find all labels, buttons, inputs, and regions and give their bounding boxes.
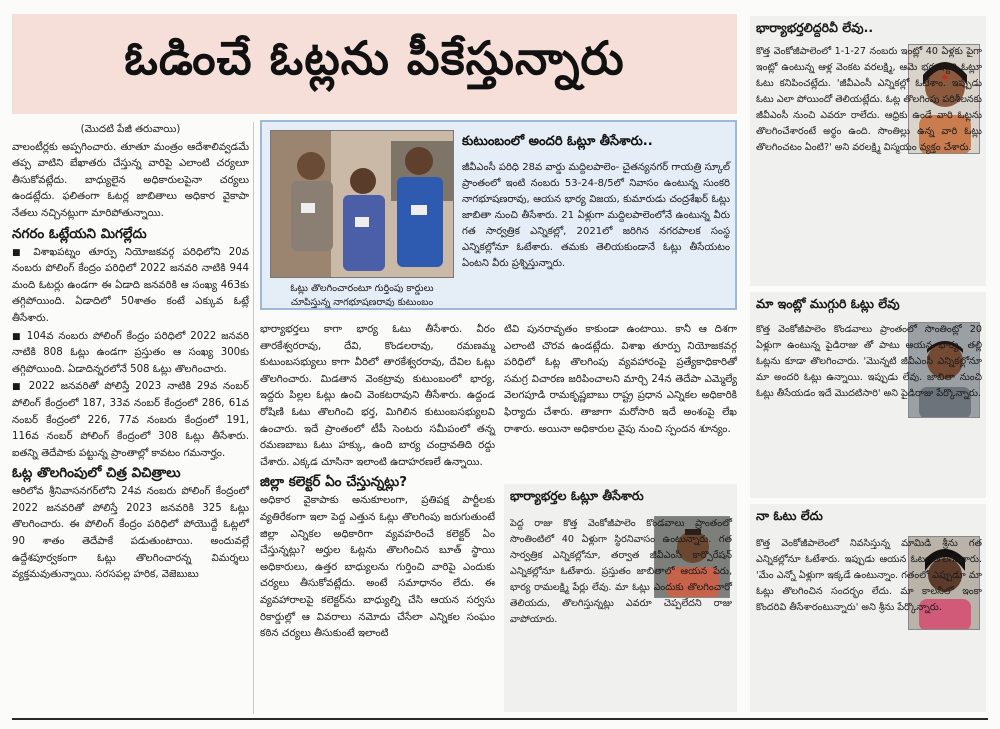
couple-votes-box — [504, 484, 737, 712]
right3-text: కొత్త వెంకోజీపాలెంలో నివసిస్తున్న మామిడి శ్రీను గత ఎన్నికల్లోనూ ఓటేశారు. ఇప్పుడు ఆయన ఓటు తొలగించారు. 'మేం ఎన్నో ఏళ్లుగా ఇక్కడే ఉంటున్నాం. గతంలో ఎప్పుడూ మా ఓట్లు తొలగించిన సందర్భం లేదు. మా కాలనీలో ఇంకా కొందరివి తీసేశారంటున్నారు' అని శ్రీను పేర్కొన్నారు. — [756, 538, 982, 613]
right1-title: భార్యాభర్తలిద్దరివీ లేవు.. — [756, 20, 874, 35]
col1-para-1: వాలంటీర్లకు అప్పగించారు. తూతూ మంత్రం ఆదేశాలివ్వడమే తప్ప వాటిని బేఖాతరు చేస్తున్న వారిపై ఎలాంటి చర్యలూ తీసుకోవట్లేదు. బాధ్యులైన అధికారులపైనా చర్యలు ఉండట్లేదు. ఫలితంగా ఓటర్ల జాబితాలు అధికార వైకాపా నేతలు నచ్చినట్లుగా మారిపోతున్నాయి. — [12, 141, 249, 219]
column-3 — [260, 322, 495, 644]
column-divider — [253, 122, 254, 714]
right2-text: కొత్త వెంకోజీపాలెం కొండవాలు ప్రాంతంలో సొంతింట్లో 20 ఏళ్లుగా ఉంటున్న పైడిరాజు తో పాటు ఆయన భార్య, తల్లి ఓట్లను కూడా తొలగించారు. 'మొన్నటి జీవీఎంసీ ఎన్నికల్లోనూ మా అందరి ఓట్లు ఉన్నాయి. ఇప్పుడు లేవు. జాబితా నుంచి ఓట్లు తీసేయడం ఇదే మొదటిసారి' అని పైడిరాజు పేర్కొన్నారు. — [756, 324, 982, 399]
photo-caption: ఓట్లు తొలగించారంటూ గుర్తింపు కార్డులు చూపిస్తున్న నాగభూషణరావు కుటుంబం — [290, 283, 434, 308]
col1-subhead-1: నగరం ఓట్లేయని మిగల్లేదు — [12, 225, 147, 242]
col1-subhead-2: ఓట్ల తొలగింపులో చిత్ర విచిత్రాలు — [12, 465, 181, 482]
family-votes-inset — [260, 120, 737, 310]
inset-body: జీవీఎంసీ పరిధి 28వ వార్డు మద్దిలపాలెం- చైతన్యనగర్ గాయత్రి స్కూల్ ప్రాంతంలో ఇంటి నంబరు 53-24-8/5లో నివాసం ఉంటున్న సుంకరి నాగభూషణరావు, ఆయన భార్య విజయ, కుమారుడు చంద్రశేఖర్ ఓట్లు జాబితా నుంచి తీసేశారు. 21 ఏళ్లుగా మద్దిలపాలెంలోనే ఉంటున్న వీరు గత సార్వత్రిక ఎన్నికల్లో, 2021లో జరిగిన నగరపాలక సంస్థ ఎన్నికల్లోనూ ఓటేశారు. తమకు తెలియకుండానే ఓట్లు తీసేయటం ఏంటని వీరు ప్రశ్నిస్తున్నారు. — [462, 162, 730, 269]
col3-para-2: అధికార వైకాపాకు అనుకూలంగా, ప్రతిపక్ష పార్టీలకు వ్యతిరేకంగా ఇలా పెద్ద ఎత్తున ఓట్లు తొలగింపు జరుగుతుంటే జిల్లా ఎన్నికల అధికారిగా వ్యవహరించే కలెక్టర్ ఏం చేస్తున్నట్లు? అర్హుల ఓట్లను తొలగించిన బూత్ స్థాయి అధికారులు, ఉత్తర బాధ్యులను గుర్తించి వారిపై ఎందుకు చర్యలు తీసుకోవట్లేదు. అంటే సమాధానం లేదు. ఈ వ్యవహారాలపై కలెక్టర్‌ను బాధ్యుల్ని చేసి ఆయన సర్వసు రికార్డుల్లో ఆ వివరాలు నమోదు చేసేలా ఎన్నికల సంఘం కఠిన చర్యలు తీసుకుంటే ఇలాంటి — [260, 495, 495, 640]
col1-bullet-3: ■ 2022 జనవరితో పోలిస్తే 2023 నాటికి 29వ నంబర్ పోలింగ్ కేంద్రంలో 187, 33వ నంబర్ కేంద్రంలో 286, 61వ నంబర్ కేంద్రంలో 226, 77వ నంబరు కేంద్రంలో 191, 116వ నంబర్ పోలింగ్ కేంద్రంలో 308 ఓట్లు తీసేశారు. ఐతన్ని తెదేపాకు పట్టున్న ప్రాంతాల్లో కావటం గమనార్హం. — [12, 379, 249, 462]
three-votes-box — [750, 292, 986, 498]
my-vote-box — [750, 504, 986, 712]
family-photo — [270, 130, 454, 278]
col3-para-1: భార్యాభర్తలు కాగా భార్య ఓటు తీసేశారు. వీరం తారకేశ్వరరావు, దేవి, కొండలరావు, రమణమ్మ కుటుంబసభ్యులు కాగా వీరిలో తారకేశ్వరరావు, దేవిల ఓట్లు తొలగించారు. మిడతాన వెంకట్రావు కుటుంబంలో భార్య, ఇద్దరు పిల్లల ఓట్లు ఉంచి వెంకటరావుని తీసేశారు. ఉద్దండ రోషిణి ఓటు తొలగించి భర్త, మిగిలిన కుటుంబసభ్యులవి ఉంచారు. ఇదే ప్రాంతంలో టీపీ సెంటరు సమీపంలో తన్న రమణబాబు ఓటు హక్కు, ఉంది బార్య చంద్రావతిది రద్దు చేశారు. ఎక్కడ చూసినా ఇలాంటి ఉదాహరణలే ఉన్నాయి. — [260, 324, 495, 468]
bottom-rule — [12, 718, 988, 720]
right2-title: మా ఇంట్లో ముగ్గురి ఓట్లు లేవు — [756, 296, 900, 311]
col1-para-2: ఆరిలోవ శ్రీనివాసనగర్‌లోని 24వ నంబరు పోలింగ్ కేంద్రంలో 2022 జనవరితో పోలిస్తే 2023 జనవరికి 325 ఓట్లు తొలగించారు. ఈ పోలింగ్ కేంద్రం పరిధిలో పోయొద్దే ఓట్లలో 90 శాతం తెదేపాకే పడుతుంటాయి. అందువల్లే ఉద్దేశపూర్వకంగా ఓట్లు తొలగించారన్న విమర్శలు వ్యక్తమవుతున్నాయి. సరసపల్ల హరిక, వెజెబుబు — [12, 486, 249, 581]
wife-husband-box — [750, 16, 986, 286]
continued-note: (మొదటి పేజీ తరువాయి) — [80, 124, 181, 135]
headline-banner — [12, 14, 737, 114]
column-1 — [12, 122, 249, 585]
col1-bullet-1: ■ విశాఖపట్నం తూర్పు నియోజకవర్గ పరిధిలోని 20వ నంబరు పోలింగ్ కేంద్రం పరిధిలో 2022 జనవరి నాటికి 944 మంది ఓటర్లు ఉండగా ఈ ఏడాది జనవరికి ఆ సంఖ్య 463కు తగ్గిపోయింది. ఏడాదిలో 50శాతం కంటే ఎక్కువ ఓట్లే తీసేశారు. — [12, 245, 249, 328]
col3-subhead: జిల్లా కలెక్టర్ ఏం చేస్తున్నట్లు? — [260, 474, 408, 491]
col4-para-1: టివి పునరావృతం కాకుండా ఉంటాయి. కానీ ఆ దిశగా ఎలాంటి చొరవ ఉండట్లేదు. విశాఖ తూర్పు నియోజకవర్గ పరిధిలో ఓట్ల తొలగింపు వ్యవహారంపై ప్రత్యేకాధికారితో సమగ్ర విచారణ జరిపించాలని మార్చి 24న తెదేపా ఎమ్మెల్యే వెలగపూడి రామకృష్ణబాబు రాష్ట్ర ప్రధాన ఎన్నికల అధికారికి ఫిర్యాదు చేశారు. తాజాగా మరోసారి ఇదే అంశంపై లేఖ రాశారు. అయినా అధికారుల వైపు నుంచి స్పందన శూన్యం. — [504, 324, 737, 435]
right3-title: నా ఓటు లేదు — [756, 508, 823, 523]
column-4 — [504, 322, 737, 439]
inset-title: కుటుంబంలో అందరి ఓట్లూ తీసేశారు.. — [462, 134, 653, 149]
headline: ఓడించే ఓట్లను పీకేస్తున్నారు — [124, 31, 625, 85]
col1-bullet-2: ■ 104వ నంబరు పోలింగ్ కేంద్రం పరిధిలో 2022 జనవరి నాటికి 808 ఓట్లు ఉండగా ప్రస్తుతం ఆ సంఖ్య 300కు తగ్గిపోయింది. ఏడాదిన్నరలోనే 508 ఓట్లు తొలగించారు. — [12, 329, 249, 379]
right1-text: కొత్త వెంకోజీపాలెంలో 1-1-27 నంబరు ఇంట్లో 40 ఏళ్లకు పైగా ఇంట్లో ఉంటున్న ఆళ్ల వెంకట వరలక్ష్మి, ఆమె భర్త ఇద్దరి ఓట్లూ ఓటు కనిపించట్లేదు. 'జీవీఎంసీ ఎన్నికల్లో ఓటేశాం. ఇప్పుడు ఓటు ఎలా పోయిందో తెలియట్లేదు. ఓట్ల తొలగింపు పరిశీలనకు జీవీఎంసీ నుంచి ఎవరూ రాలేదు. ఆధ్రికు ఉండే వారి ఓట్లను తొలగించేశారంటే అర్థం ఉంది. సొంతిల్లు ఉన్న వారి ఓట్లు తొలగించటం ఏంటి?' అని వరలక్ష్మి విస్మయం వ్యక్తం చేశారు. — [756, 46, 982, 153]
couple-box-text: పెద్ద రాజు కొత్త వెంకోజీపాలెం కొండవాలు ప్రాంతంలో సొంతింటిలో 40 ఏళ్లుగా స్థిరనివాసం ఉంటున్నారు. గత సార్వత్రిక ఎన్నికల్లోనూ, తర్వాత జీవీఎంసీ కార్పొరేషన్ ఎన్నికల్లోనూ ఓటేశారు. ప్రస్తుతం జాబితాలో ఆయన పేరు, భార్య రామలక్ష్మి పేర్లు లేవు. మా ఓట్లు ఎందుకు తొలగించారో తెలియదు, తొలగిస్తున్నట్లు ఎవరూ చెప్పలేదని రాజు వాపోయారు. — [510, 518, 732, 625]
couple-box-title: భార్యాభర్తల ఓట్లూ తీసేశారు — [510, 488, 644, 503]
